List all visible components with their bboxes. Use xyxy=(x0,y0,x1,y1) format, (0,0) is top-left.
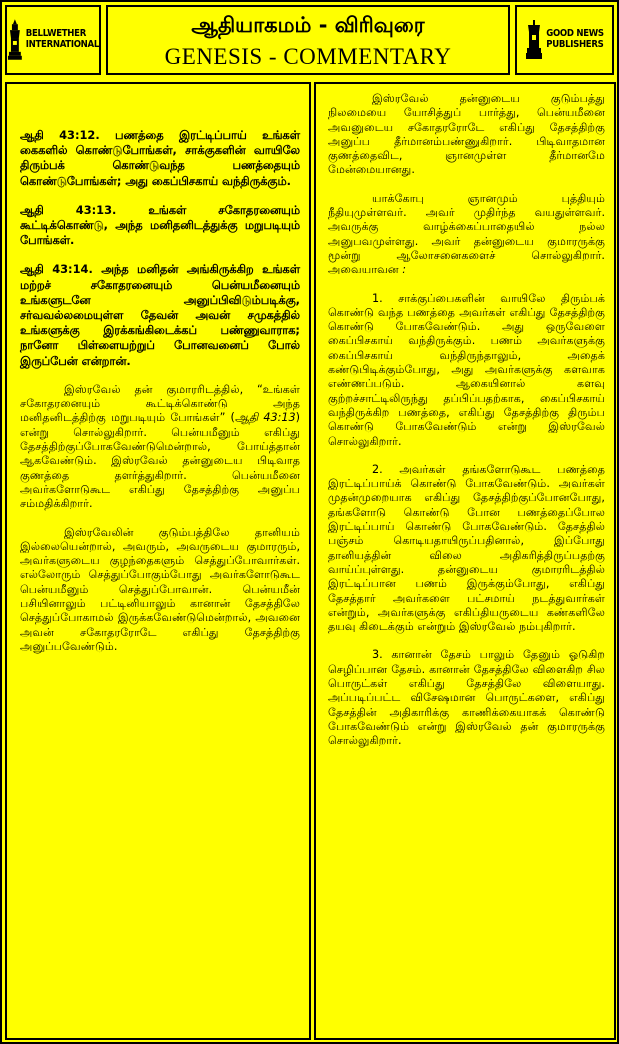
commentary-paragraph-2: இஸ்ரவேலின் குடும்பத்திலே தானியம் இல்லையென்றால், அவரும், அவருடைய குமாரரும், அவர்களுடைய குழந்தைகளும் செத்துப்போவார்கள். எல்லோரும் செத்துப்போகும்போது அவர்களோடுகூட பென்யமீனும் செத்துப்போவான். பென்யமீன் பசியினாலும் பட்டினியாலும் கானான் தேசத்திலே செத்துப்போகாமல் இருக்கவேண்டுமென்றால், அவனை அவன் சகோதரரோடே எகிப்து தேசத்திற்கு அனுப்பவேண்டும். xyxy=(20,525,300,653)
commentary-paragraph-3: இஸ்ரவேல் தன்னுடைய குடும்பத்து நிலமையை யோசித்துப் பார்த்து, பென்யமீனை அவனுடைய சகோதரரோடே எகிப்து தேசத்திற்கு அனுப்ப தீர்மானம்பண்ணுகிறார். பிடிவாதமான குணத்தைவிட, ஞானமுள்ள தீர்மானமே மேன்மையானது. xyxy=(328,92,605,177)
advice-point-1: 1. சாக்குப்பைகளின் வாயிலே திரும்பக் கொண்டு வந்த பணத்தை அவர்கள் எகிப்து தேசத்திற்கு கொண்டு போகவேண்டும். அது ஒருவேளை கைப்பிசகாய் வந்திருக்கும். பணம் அவர்களுக்கு கைப்பிசகாய் வந்திருந்தாலும், அதைக் கண்டுபிடிக்கும்போது, அது அவர்களுக்கு களவாக எண்ணப்படும். ஆகையினால் களவு குற்றச்சாட்டிலிருந்து தப்பிப்பதற்காக, கைப்பிசகாய் வந்திருக்கிற பணத்தை, எகிப்து தேசத்திற்கு திரும்ப கொண்டு போகவேண்டும் என்று இஸ்ரவேல் சொல்லுகிறார். xyxy=(328,291,605,448)
commentary-paragraph-4 xyxy=(328,192,605,278)
commentary-p4-text: யாக்கோபு ஞானமும் புத்தியும் நீதியுமுள்ளவர். அவர் முதிர்ந்த வயதுள்ளவர். அவருக்கு வாழ்க்கைப்பாதையில் நல்ல அனுபவமுள்ளது. அவர் தன்னுடைய குமாரருக்கு மூன்று ஆலோசனைகளைச் சொல்லுகிறார். அவையாவன xyxy=(328,191,605,277)
verse-43-13: ஆதி 43:13. உங்கள் சகோதரனையும் கூட்டிக்கொண்டு, அந்த மனிதனிடத்துக்கு மறுபடியும் போங்கள். xyxy=(20,202,300,248)
bellwether-bell-tower-icon xyxy=(7,18,23,62)
bellwether-logo-line2: INTERNATIONAL xyxy=(25,39,99,50)
verse-reference: ஆதி 43:13 xyxy=(234,411,296,425)
bellwether-logo-line1: BELLWETHER xyxy=(25,28,86,40)
verse-43-12: ஆதி 43:12. பணத்தை இரட்டிப்பாய் உங்கள் கைகளில் கொண்டுபோங்கள், சாக்குகளின் வாயிலே திரும்பக் கொண்டுவந்த பணத்தையும் கொண்டுபோங்கள்; அது கைப்பிசகாய் வந்திருக்கும். xyxy=(20,128,300,188)
bellwether-logo-text xyxy=(26,29,99,51)
advice-point-3: 3. கானான் தேசம் பாலும் தேனும் ஓடுகிற செழிப்பான தேசம். கானான் தேசத்திலே விளைகிற சில பொருட்கள் எகிப்து தேசத்திலே விளையாது. அப்படிப்பட்ட விசேஷமான பொருட்களை, எகிப்து தேசத்தின் அதிகாரிக்கு காணிக்கையாகக் கொண்டு போகவேண்டும் என்று இஸ்ரவேல் தன் குமாரருக்கு சொல்லுகிறார். xyxy=(328,648,605,748)
commentary-paragraph-1 xyxy=(20,383,300,512)
commentary-p1-text-b: ) என்று சொல்லுகிறார். பென்யமீனும் எகிப்து தேசத்திற்குப்போகவேண்டுமென்றால், போய்த்தான் ஆகவேண்டும். இஸ்ரவேல் தன்னுடைய பிடிவாத குணத்தை தளர்த்துகிறார். பென்யமீனை அவர்களோடுகூட எகிப்து தேசத்திற்கு அனுப்ப சம்மதிக்கிறார். xyxy=(20,411,300,511)
good-news-bell-icon xyxy=(525,18,543,62)
commentary-p1-text-a: இஸ்ரவேல் தன் குமாரரிடத்தில், “உங்கள் சகோதரனையும் கூட்டிக்கொண்டு அந்த மனிதனிடத்திற்கு மறுபடியும் போங்கள்” ( xyxy=(20,382,300,425)
verse-43-14: ஆதி 43:14. அந்த மனிதன் அங்கிருக்கிற உங்கள் மற்றச் சகோதரனையும் பென்யமீனையும் உங்களுடனே அனுப்பிவிடும்படிக்கு, சர்வவல்லமையுள்ள தேவன் அவன் சமுகத்தில் உங்களுக்கு இரக்கங்கிடைக்கப் பண்ணுவாராக; நானோ பிள்ளையற்றுப் போனவனைப் போல் இருப்பேன் என்றான். xyxy=(20,262,300,368)
good-news-logo-line2: PUBLISHERS xyxy=(546,39,604,50)
advice-point-2: 2. அவர்கள் தங்களோடுகூட பணத்தை இரட்டிப்பாய்க் கொண்டு போகவேண்டும். அவர்கள் முதன்முறையாக எகிப்து தேசத்திற்குப்போனபோது, தங்களோடு கொண்டு போன பணத்தைப்போல இரட்டிப்பாய் கொண்டு போகவேண்டும். தேசத்தில் பஞ்சம் கொடியதாயிருப்பதினால், இப்போது தானியத்தின் விலை அதிகரித்திருப்பதற்கு வாய்ப்புள்ளது. தன்னுடைய குமாரரிடத்தில் இரட்டிப்பான பணம் இருக்கும்போது, எகிப்து தேசத்தார் அவர்களை பட்சமாய் நடத்துவார்கள் என்றும், அவர்களுக்கு எகிப்தியருடைய கண்களிலே தயவு கிடைக்கும் என்றும் இஸ்ரவேல் நம்புகிறார். xyxy=(328,462,605,634)
page-header xyxy=(2,2,617,79)
publisher-logo-left xyxy=(5,5,101,75)
right-column xyxy=(314,82,616,1040)
list-intro-colon: : xyxy=(402,263,407,277)
publisher-logo-right xyxy=(515,5,614,75)
good-news-logo-text xyxy=(546,29,604,51)
page-title-english: GENESIS - COMMENTARY xyxy=(164,44,452,69)
page-title-tamil: ஆதியாகமம் - விரிவுரை xyxy=(191,13,425,37)
left-column xyxy=(5,82,311,1040)
title-box xyxy=(106,5,510,75)
good-news-logo-line1: GOOD NEWS xyxy=(546,28,604,40)
